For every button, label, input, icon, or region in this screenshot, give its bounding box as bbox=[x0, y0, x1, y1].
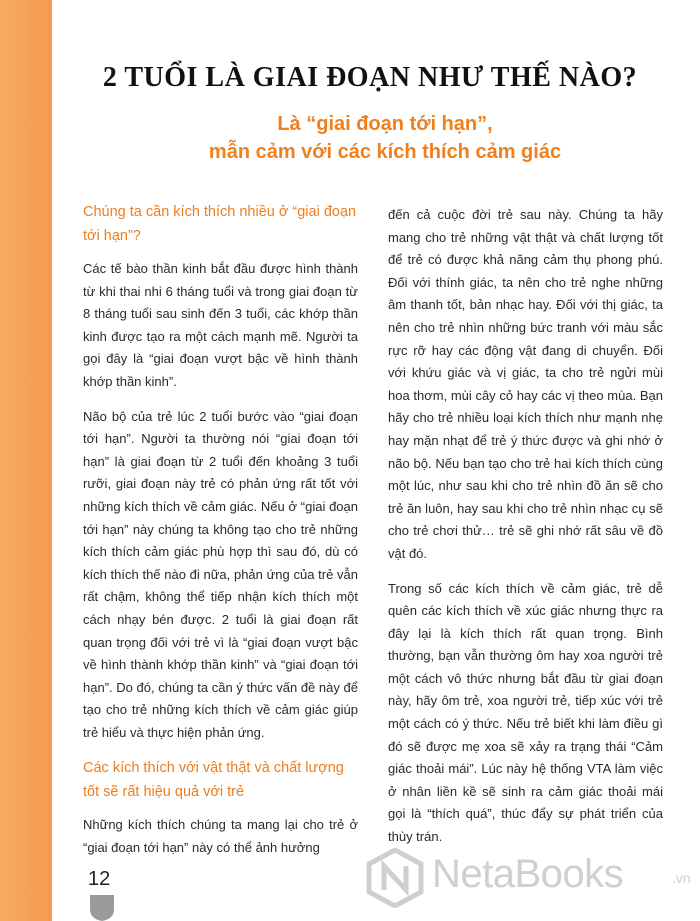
watermark-suffix: .vn bbox=[672, 870, 691, 886]
page-title: 2 TUỔI LÀ GIAI ĐOẠN NHƯ THẾ NÀO? bbox=[102, 62, 638, 93]
watermark bbox=[366, 848, 696, 910]
watermark-brand: NetaBooks bbox=[432, 852, 624, 896]
section-heading-1: Chúng ta cần kích thích nhiều ở “giai đoạn tới hạn”? bbox=[83, 204, 357, 244]
right-paragraph-2: Trong số các kích thích về cảm giác, trẻ dễ quên các kích thích về xúc giác nhưng thực ra đây lại là kích thích rất quan trọng. Bình thường, bạn vẫn thường ôm hay xoa người trẻ một cách vô thức nhưng bắt đầu từ giai đoạn này, hãy ôm trẻ, xoa người trẻ, tiếp xúc với trẻ một cách có ý thức. Nếu trẻ biết khi làm điều gì đó sẽ được mẹ xoa sẽ xảy ra trạng thái “Cảm giác thoải mái”. Lúc này hệ thống VTA làm việc ở nhân liền kề sẽ sinh ra cảm giác thoải mái gọi là “thích quá”, thúc đẩy sự phát triển của thùy trán. bbox=[388, 580, 663, 845]
orange-side-bar bbox=[0, 0, 52, 921]
left-paragraph-1: Các tế bào thần kinh bắt đầu được hình thành từ khi thai nhi 6 tháng tuổi và trong giai đoạn từ 8 tháng tuổi sau sinh đến 3 tuổi, các khớp thần kinh được tạo ra một cách mạnh mẽ. Người ta gọi đây là “giai đoạn vượt bậc về hình thành khớp thần kinh”. bbox=[83, 261, 358, 389]
left-paragraph-2: Não bộ của trẻ lúc 2 tuổi bước vào “giai đoạn tới hạn”. Người ta thường nói “giai đoạn tới hạn” là giai đoạn từ 2 tuổi đến khoảng 3 tuổi rưỡi, giai đoạn này trẻ có phản ứng rất tốt với những kích thích về cảm giác. Nếu ở “giai đoạn tới hạn” này chúng ta không tạo cho trẻ những kích thích cảm giác phù hợp thì sau đó, dù có kích thích thế nào đi nữa, phản ứng của trẻ vẫn rất chậm, không thể tiếp nhận kích thích một cách nhạy bén được. 2 tuổi là giai đoạn rất quan trọng đối với trẻ vì là “giai đoạn vượt bậc về hình thành khớp thần kinh” và “giai đoạn tới hạn”. Do đó, chúng ta cần ý thức vấn đề này để tạo cho trẻ những kích thích về cảm giác giúp trẻ hiểu và thực hiện phản ứng. bbox=[83, 408, 358, 740]
page-subtitle bbox=[90, 110, 680, 166]
page-shield-icon bbox=[89, 895, 115, 921]
left-paragraph-3: Những kích thích chúng ta mang lại cho trẻ ở “giai đoạn tới hạn” này có thể ảnh hưởng bbox=[83, 817, 358, 856]
page-number: 12 bbox=[88, 868, 111, 890]
right-paragraph-1: đến cả cuộc đời trẻ sau này. Chúng ta hãy mang cho trẻ những vật thật và chất lượng tốt để trẻ có được khả năng cảm thụ phong phú. Đối với thính giác, ta nên cho trẻ nghe những âm thanh tốt, bản nhạc hay. Đối với thị giác, ta nên cho trẻ nhìn những bức tranh với màu sắc rực rỡ hay các động vật đang di chuyển. Đối với khứu giác và vị giác, ta cho trẻ ngửi mùi hoa thơm, mùi cây cỏ hay các vị theo mùa. Bạn hãy cho trẻ nhiều loại kích thích như mạnh nhẹ hay mặn nhạt để trẻ ý thức được và ghi nhớ ở não bộ. Nếu bạn tạo cho trẻ hai kích thích cùng một lúc, như sau khi cho trẻ nhìn đồ ăn sẽ cho trẻ ăn luôn, hay sau khi cho trẻ nhìn nhạc cụ sẽ cho trẻ chơi thử… trẻ sẽ ghi nhớ rất sâu về đồ vật đó. bbox=[388, 207, 663, 561]
subtitle-line-1: Là “giai đoạn tới hạn”, bbox=[277, 113, 493, 135]
left-column bbox=[83, 200, 358, 872]
watermark-logo-icon bbox=[366, 848, 424, 908]
subtitle-line-2: mẫn cảm với các kích thích cảm giác bbox=[208, 141, 562, 163]
section-heading-2: Các kích thích với vật thật và chất lượng tốt sẽ rất hiệu quả với trẻ bbox=[83, 760, 344, 801]
right-column bbox=[388, 204, 663, 861]
